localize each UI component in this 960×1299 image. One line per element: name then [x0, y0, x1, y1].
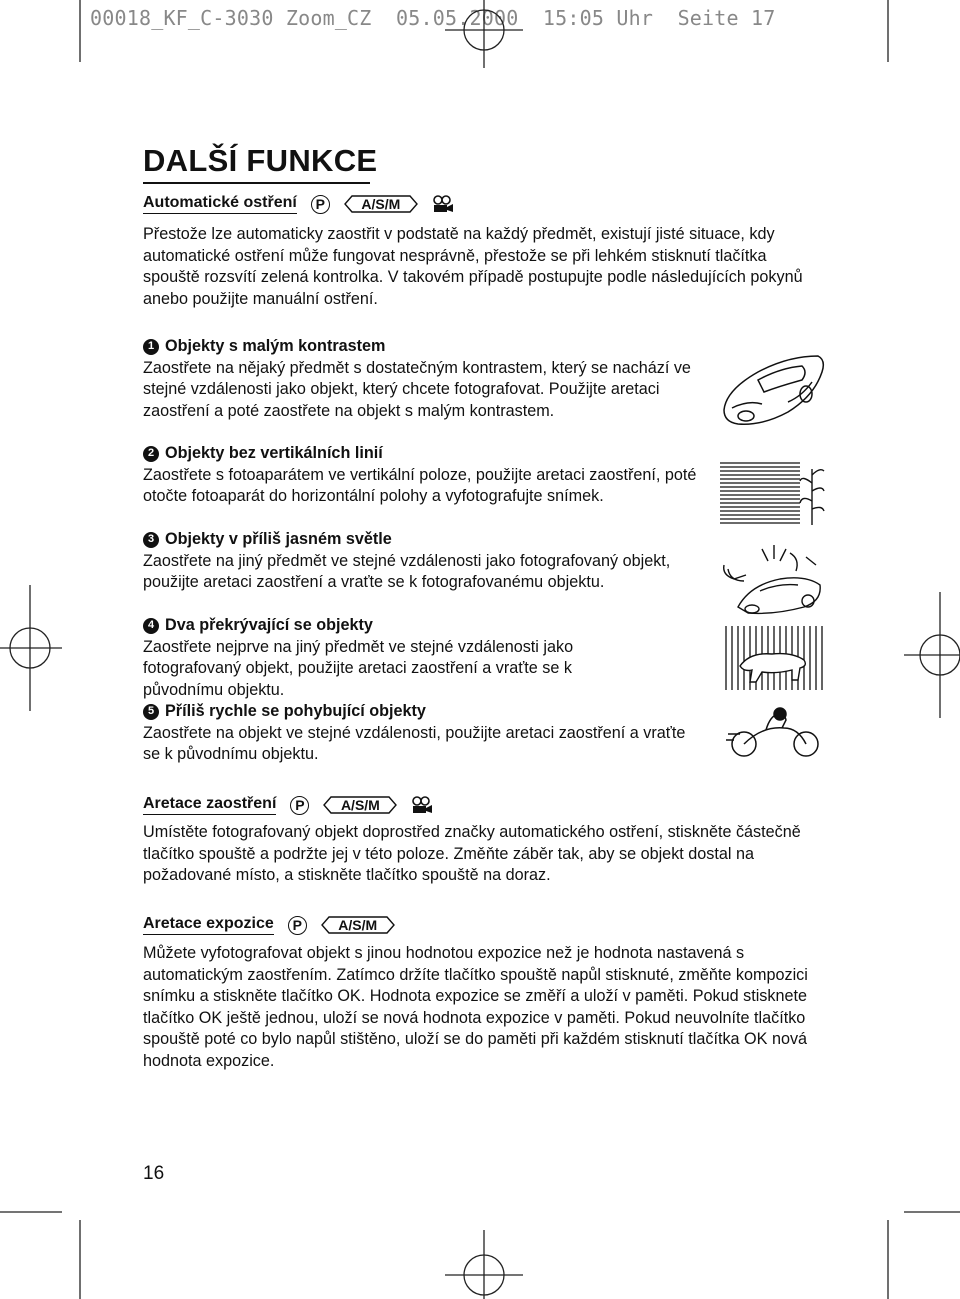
number-badge: 4 [143, 618, 159, 634]
item-1 [143, 336, 703, 422]
print-header: 00018_KF_C-3030 Zoom_CZ 05.05.2000 15:05 Uhr Seite 17 [90, 6, 776, 30]
movie-camera-icon [432, 195, 454, 213]
mode-asm-icon: A/S/M [323, 796, 397, 814]
mode-p-icon: P [290, 796, 309, 815]
item-title: Objekty s malým kontrastem [165, 337, 386, 355]
page-number: 16 [143, 1163, 165, 1184]
section-heading-focus-lock [143, 795, 433, 815]
exposure-lock-body: Můžete vyfotografovat objekt s jinou hodnotou expozice než je hodnota nastavená s automatickým zaostřením. Zatímco držíte tlačítko spouště napůl stisknuté, změňte kompozici snímku a stiskněte tlačítko OK. Hodnota expozice se změří a uloží v paměti. Pokud stisknete tlačítko OK ještě jednou, uloží se nová hodnota expozice v paměti. Pokud neuvolníte tlačítko spouště poté co bylo napůl stištěno, uloží se do paměti při každém stisknutí tlačítka OK nová hodnota expozice. [143, 944, 808, 1070]
item-5 [143, 701, 693, 766]
item-3 [143, 529, 683, 594]
title-underline [143, 182, 370, 184]
mode-p-icon: P [288, 916, 307, 935]
overlapping-objects-illustration [720, 626, 826, 692]
registration-mark-top [445, 0, 523, 68]
item-body: Zaostřete nejprve na jiný předmět ve stejné vzdálenosti jako fotografovaný objekt, použijte aretaci zaostření a vraťte se k původnímu objektu. [143, 637, 574, 699]
item-body: Zaostřete s fotoaparátem ve vertikální poloze, použijte aretaci zaostření, poté otočte fotoaparát do horizontální polohy a vyfotografujte snímek. [143, 465, 697, 505]
registration-mark-right [904, 592, 960, 718]
mode-asm-icon: A/S/M [344, 195, 418, 213]
section-heading-exposure-lock [143, 915, 395, 935]
mode-asm-icon: A/S/M [321, 916, 395, 934]
horizontal-lines-illustration [720, 461, 826, 527]
number-badge: 2 [143, 446, 159, 462]
item-title: Příliš rychle se pohybující objekty [165, 702, 426, 720]
number-badge: 5 [143, 704, 159, 720]
car-illustration [718, 350, 830, 428]
registration-mark-bottom [445, 1230, 523, 1299]
bright-light-illustration [720, 545, 826, 617]
item-body: Zaostřete na objekt ve stejné vzdálenosti, použijte aretaci zaostření a vraťte se k původnímu objektu. [143, 723, 686, 763]
motorcycle-illustration [726, 706, 826, 758]
item-body: Zaostřete na nějaký předmět s dostatečným kontrastem, který se nachází ve stejné vzdálenosti jako objekt, který chcete fotografovat. Použijte aretaci zaostření a poté zaostřete na objekt s malým kontrastem. [143, 358, 691, 420]
section-title: Aretace zaostření [143, 795, 276, 815]
section-title: Aretace expozice [143, 915, 274, 935]
mode-p-icon: P [311, 195, 330, 214]
page-title: DALŠÍ FUNKCE [143, 143, 378, 178]
section-title: Automatické ostření [143, 194, 297, 214]
item-title: Objekty bez vertikálních linií [165, 444, 383, 462]
item-title: Objekty v příliš jasném světle [165, 530, 392, 548]
registration-mark-left [0, 585, 62, 711]
item-body: Zaostřete na jiný předmět ve stejné vzdálenosti jako fotografovaný objekt, použijte aretaci zaostření a vraťte se k fotografovanému objektu. [143, 551, 671, 591]
number-badge: 1 [143, 339, 159, 355]
number-badge: 3 [143, 532, 159, 548]
section-heading-autofocus [143, 194, 454, 214]
item-2 [143, 443, 698, 508]
autofocus-body: Přestože lze automaticky zaostřit v podstatě na každý předmět, existují jisté situace, kdy automatické ostření může fungovat nesprávně, přestože se při lehkém stisknutí tlačítka spouště rozsvítí zelená kontrolka. V takovém případě postupujte podle následujících pokynů anebo použijte manuální ostření. [143, 225, 803, 308]
movie-camera-icon [411, 796, 433, 814]
item-4 [143, 615, 643, 701]
focus-lock-body: Umístěte fotografovaný objekt doprostřed značky automatického ostření, stiskněte částečně tlačítko spouště a podržte jej v této poloze. Změňte záběr tak, aby se objekt dostal na požadované místo, a stiskněte tlačítko spouště na doraz. [143, 823, 801, 884]
item-title: Dva překrývající se objekty [165, 616, 373, 634]
